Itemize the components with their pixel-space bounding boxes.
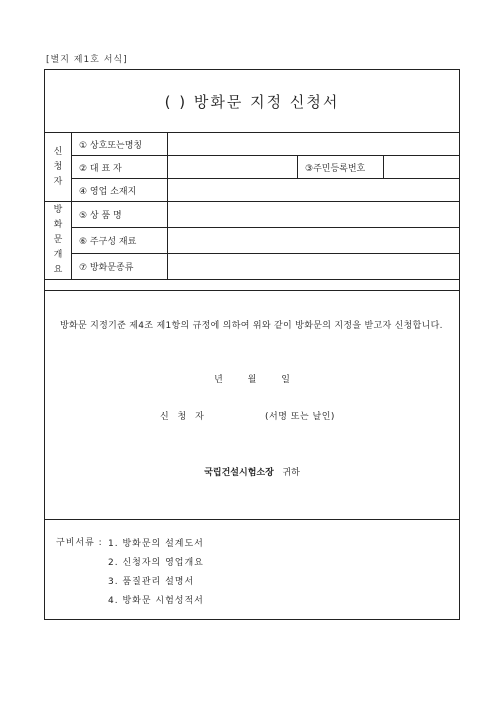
required-docs-heading: 구비서류 : xyxy=(56,538,103,548)
info-table xyxy=(44,132,460,280)
door-overview-group-label: 방 화 문 개 요 xyxy=(45,202,72,280)
business-name-label: ① 상호또는명칭 xyxy=(72,133,168,156)
business-address-label: ④ 영업 소재지 xyxy=(72,179,168,202)
form-number-label: [별지 제1호 서식] xyxy=(46,55,128,65)
product-name-label: ⑤ 상 품 명 xyxy=(72,202,168,228)
list-item: 3. 품질관리 설명서 xyxy=(108,577,195,587)
application-statement: 방화문 지정기준 제4조 제1항의 규정에 의하여 위와 같이 방화문의 지정을 받고자 신청합니다. xyxy=(60,321,443,331)
required-docs-list xyxy=(108,535,204,611)
applicant-label: 신 청 자 xyxy=(160,412,207,422)
form-title: ( ) 방화문 지정 신청서 xyxy=(164,93,340,111)
representative-label: ② 대 표 자 xyxy=(72,156,168,179)
year-label: 년 xyxy=(214,375,223,385)
list-item: 4. 방화문 시험성적서 xyxy=(108,596,204,606)
addressee-line xyxy=(44,465,460,478)
business-address-field[interactable] xyxy=(168,179,460,202)
resident-number-label: ③주민등록번호 xyxy=(298,156,384,179)
representative-field[interactable] xyxy=(168,156,298,179)
door-type-label: ⑦ 방화문종류 xyxy=(72,254,168,280)
date-line xyxy=(44,372,460,385)
main-material-label: ⑥ 주구성 재료 xyxy=(72,228,168,254)
business-name-field[interactable] xyxy=(168,133,460,156)
day-label: 일 xyxy=(281,375,290,385)
resident-number-field[interactable] xyxy=(384,156,460,179)
section-divider xyxy=(44,290,460,291)
list-item: 1. 방화문의 설계도서 xyxy=(108,539,204,549)
signature-note: (서명 또는 날인) xyxy=(265,412,335,422)
title-area xyxy=(44,69,460,132)
month-label: 월 xyxy=(247,375,257,385)
applicant-group-label: 신 청 자 xyxy=(45,133,72,202)
list-item: 2. 신청자의 영업개요 xyxy=(108,558,204,568)
product-name-field[interactable] xyxy=(168,202,460,228)
addressee-name: 국립건설시험소장 xyxy=(204,468,274,478)
main-material-field[interactable] xyxy=(168,228,460,254)
door-type-field[interactable] xyxy=(168,254,460,280)
section-divider-docs xyxy=(44,519,460,520)
addressee-suffix: 귀하 xyxy=(282,468,300,478)
